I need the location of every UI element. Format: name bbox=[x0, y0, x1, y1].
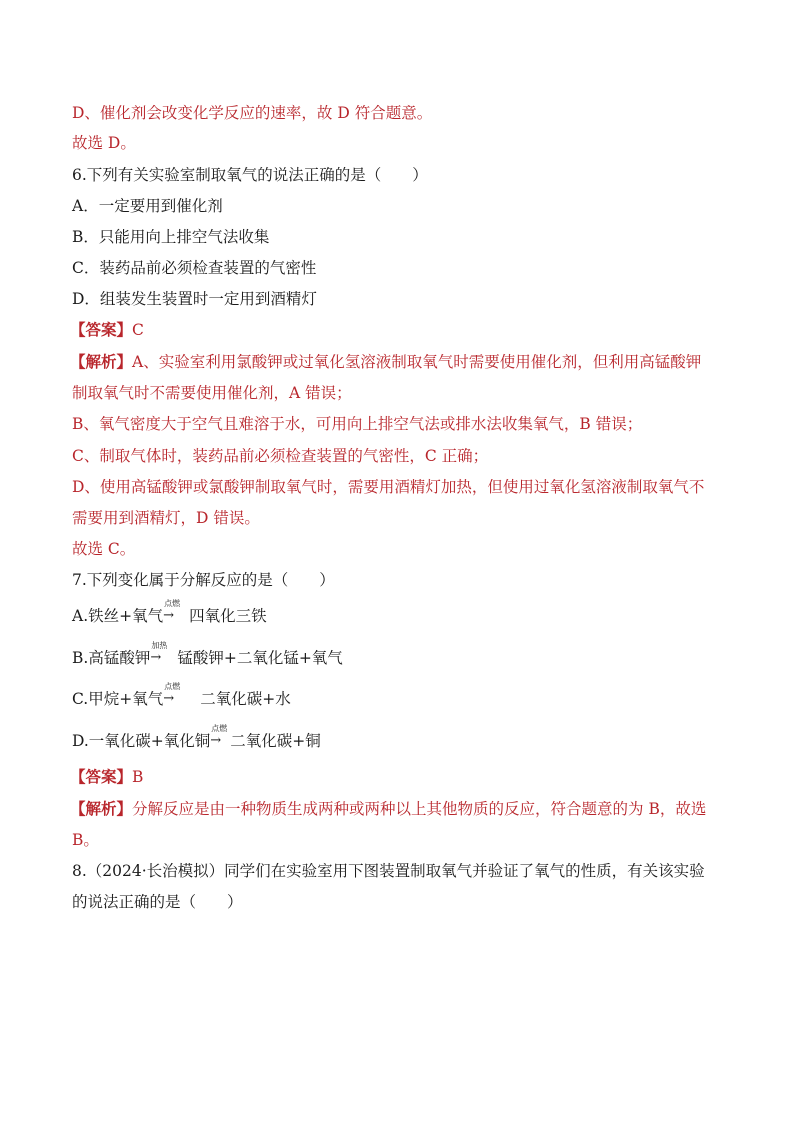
explanation-text: 分解反应是由一种物质生成两种或两种以上其他物质的反应，符合题意的为 B，故选 bbox=[132, 800, 707, 818]
prev-conclusion: 故选 D。 bbox=[72, 134, 136, 152]
question-6-option-b: B．只能用向上排空气法收集 bbox=[72, 228, 270, 246]
question-6-stem: 6.下列有关实验室制取氧气的说法正确的是（ ） bbox=[72, 166, 428, 184]
products: 四氧化三铁 bbox=[189, 607, 267, 625]
question-6-explanation-5: D、使用高锰酸钾或氯酸钾制取氧气时，需要用酒精灯加热，但使用过氧化氢溶液制取氧气不 bbox=[72, 478, 705, 496]
question-7-explanation-1 bbox=[70, 799, 706, 819]
arrow-icon: → bbox=[163, 608, 175, 623]
question-7-option-b bbox=[72, 641, 343, 668]
reactants: B.高锰酸钾 bbox=[72, 649, 151, 667]
reaction-arrow bbox=[150, 641, 170, 668]
explanation-tag: 【解析】 bbox=[70, 352, 133, 371]
reaction-arrow bbox=[163, 599, 183, 626]
products: 锰酸钾+二氧化锰+氧气 bbox=[177, 649, 343, 667]
question-6-explanation-2: 制取氧气时不需要使用催化剂，A 错误； bbox=[72, 384, 352, 402]
reaction-condition: 加热 bbox=[151, 641, 168, 650]
arrow-icon: → bbox=[210, 733, 222, 748]
reactants: A.铁丝+氧气 bbox=[72, 607, 164, 625]
answer-value: C bbox=[132, 321, 144, 339]
arrow-icon: → bbox=[150, 650, 162, 665]
products: 二氧化碳+铜 bbox=[230, 732, 321, 750]
products: 二氧化碳+水 bbox=[200, 690, 291, 708]
question-6-explanation-1 bbox=[70, 352, 701, 372]
answer-tag: 【答案】 bbox=[70, 767, 133, 786]
reaction-arrow bbox=[163, 682, 183, 709]
answer-tag: 【答案】 bbox=[70, 320, 133, 339]
reactants: C.甲烷+氧气 bbox=[72, 690, 164, 708]
explanation-tag: 【解析】 bbox=[70, 799, 133, 818]
question-6-option-d: D．组装发生装置时一定用到酒精灯 bbox=[72, 290, 317, 308]
question-7-option-d bbox=[72, 724, 321, 751]
question-6-explanation-3: B、氧气密度大于空气且难溶于水，可用向上排空气法或排水法收集氧气，B 错误； bbox=[72, 415, 643, 433]
reaction-condition: 点燃 bbox=[164, 599, 181, 608]
question-6-explanation-4: C、制取气体时，装药品前必须检查装置的气密性，C 正确； bbox=[72, 447, 489, 465]
question-8-stem-2: 的说法正确的是（ ） bbox=[72, 893, 243, 911]
question-6-explanation-6: 需要用到酒精灯，D 错误。 bbox=[72, 509, 260, 527]
arrow-icon: → bbox=[163, 691, 175, 706]
question-8-stem-1: 8.（2024·长治模拟）同学们在实验室用下图装置制取氧气并验证了氧气的性质，有关该实验 bbox=[72, 862, 705, 880]
question-7-option-c bbox=[72, 682, 291, 709]
question-6-conclusion: 故选 C。 bbox=[72, 540, 136, 558]
question-7-stem: 7.下列变化属于分解反应的是（ ） bbox=[72, 571, 335, 589]
question-7-explanation-2: B。 bbox=[72, 831, 99, 849]
question-6-option-a: A．一定要用到催化剂 bbox=[72, 197, 223, 215]
question-6-answer bbox=[70, 320, 144, 340]
question-6-option-c: C．装药品前必须检查装置的气密性 bbox=[72, 259, 317, 277]
explanation-text: A、实验室利用氯酸钾或过氧化氢溶液制取氧气时需要使用催化剂，但利用高锰酸钾 bbox=[132, 353, 702, 371]
reactants: D.一氧化碳+氧化铜 bbox=[72, 732, 211, 750]
question-7-answer bbox=[70, 767, 143, 787]
reaction-condition: 点燃 bbox=[211, 724, 228, 733]
prev-explanation-d: D、催化剂会改变化学反应的速率，故 D 符合题意。 bbox=[72, 104, 433, 122]
question-7-option-a bbox=[72, 599, 267, 626]
answer-value: B bbox=[132, 768, 144, 786]
reaction-condition: 点燃 bbox=[164, 682, 181, 691]
reaction-arrow bbox=[210, 724, 230, 751]
